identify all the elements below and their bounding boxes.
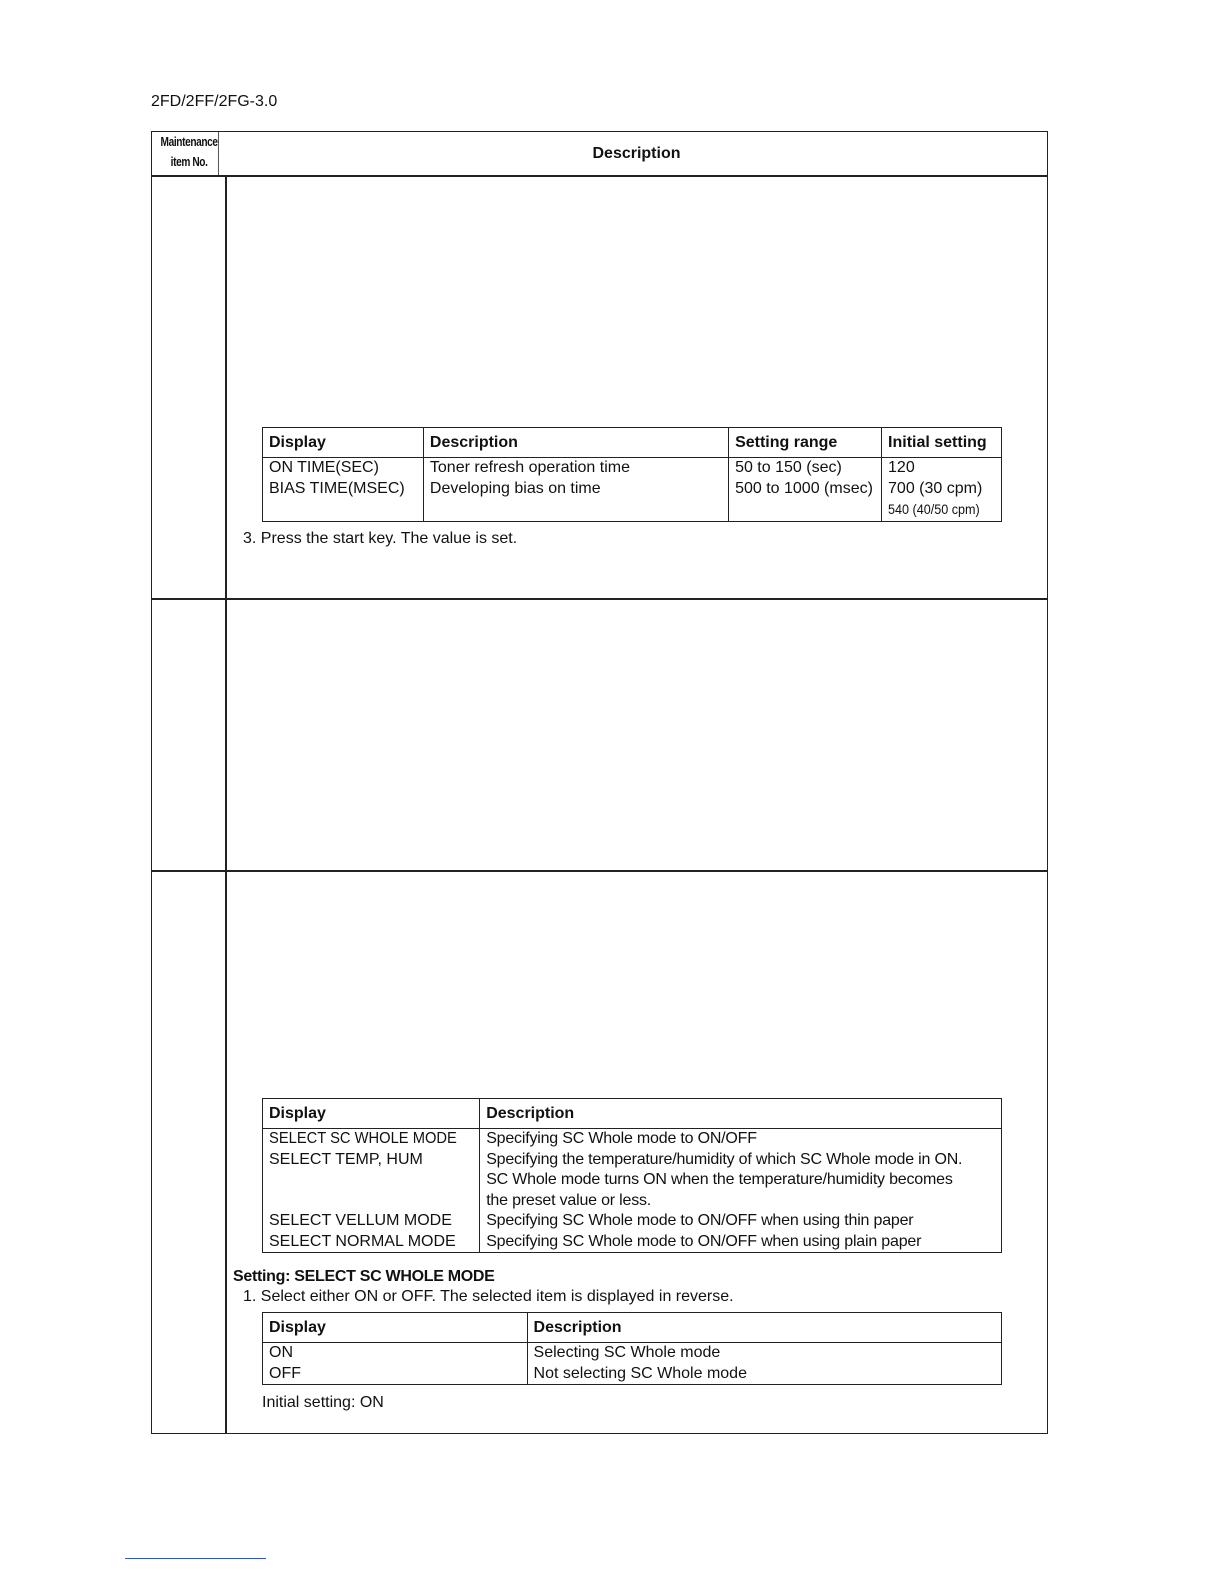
header-initial-setting: Initial setting [882,428,1002,458]
display-cell [263,1343,528,1385]
desc-developing-bias: Developing bias on time [429,479,601,497]
row-separator-2 [152,870,1047,872]
desc-on: Selecting SC Whole mode [533,1344,721,1361]
range-on-time: 50 to 150 (sec) [735,459,842,476]
table-row [263,1129,1002,1253]
toner-refresh-table [262,427,1002,522]
desc-temp-hum-line3: the preset value or less. [486,1191,652,1209]
display-select-temp-hum: SELECT TEMP, HUM [269,1150,423,1168]
table-header-row [263,428,1002,458]
header-item-no [160,132,219,175]
header-display: Display [263,428,424,458]
table-header-row [263,1313,1002,1343]
desc-temp-hum-line2: SC Whole mode turns ON when the temperature/humidity becomes [486,1171,953,1188]
header-display: Display [263,1099,480,1129]
header-setting-range: Setting range [729,428,882,458]
footer-rule [125,1558,266,1559]
description-cell [423,458,728,522]
initial-setting-text: Initial setting: ON [262,1394,384,1411]
setting-range-cell [729,458,882,522]
initial-bias-40-50cpm: 540 (40/50 cpm) [888,501,980,517]
header-item-no-line1: Maintenance [160,134,218,149]
range-bias-time: 500 to 1000 (msec) [735,479,873,497]
header-description: Description [527,1313,1001,1343]
initial-bias-30cpm: 700 (30 cpm) [888,479,983,497]
header-display: Display [263,1313,528,1343]
desc-sc-whole-mode: Specifying SC Whole mode to ON/OFF [486,1130,757,1147]
header-description: Description [480,1099,1002,1129]
setting-heading: Setting: SELECT SC WHOLE MODE [233,1268,495,1285]
on-off-table [262,1312,1002,1385]
description-cell [527,1343,1001,1385]
step-3-text: 3. Press the start key. The value is set. [243,530,518,547]
display-on-time: ON TIME(SEC) [269,459,379,476]
table-header-row [263,1099,1002,1129]
header-description: Description [423,428,728,458]
desc-off: Not selecting SC Whole mode [533,1364,747,1382]
display-bias-time: BIAS TIME(MSEC) [269,479,405,497]
display-select-normal-mode: SELECT NORMAL MODE [269,1232,456,1250]
header-item-no-line2: item No. [170,154,208,169]
document-code: 2FD/2FF/2FG-3.0 [151,93,278,110]
sc-whole-mode-table [262,1098,1002,1253]
display-off: OFF [269,1364,301,1382]
display-select-sc-whole-mode: SELECT SC WHOLE MODE [269,1130,457,1147]
table-header-row [152,132,1047,177]
desc-normal-mode: Specifying SC Whole mode to ON/OFF when using plain paper [486,1232,922,1250]
display-cell [263,1129,480,1253]
display-on: ON [269,1344,293,1361]
display-cell [263,458,424,522]
header-description: Description [592,145,681,162]
table-row [263,1343,1002,1385]
initial-on-time: 120 [888,459,915,476]
setting-step-1: 1. Select either ON or OFF. The selected item is displayed in reverse. [243,1288,734,1305]
desc-vellum-mode: Specifying SC Whole mode to ON/OFF when using thin paper [486,1212,914,1229]
row-separator-1 [152,598,1047,600]
table-row [263,458,1002,522]
column-divider [225,175,227,1433]
desc-toner-refresh: Toner refresh operation time [429,459,630,476]
initial-setting-cell [882,458,1002,522]
description-cell [480,1129,1002,1253]
display-select-vellum-mode: SELECT VELLUM MODE [269,1212,452,1229]
desc-temp-hum-line1: Specifying the temperature/humidity of which SC Whole mode in ON. [486,1150,963,1168]
